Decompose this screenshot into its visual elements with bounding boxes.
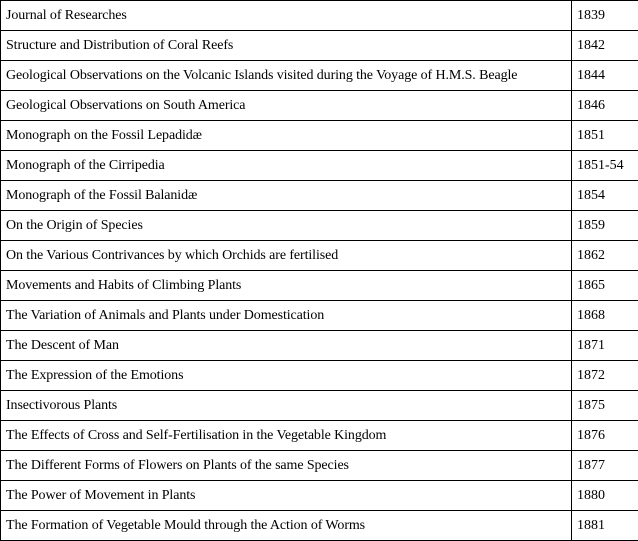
table-row	[1, 331, 638, 361]
work-year: 1875	[572, 391, 638, 421]
work-year: 1877	[572, 451, 638, 481]
work-title: The Descent of Man	[1, 331, 572, 361]
table-row	[1, 91, 638, 121]
work-title: The Different Forms of Flowers on Plants of the same Species	[1, 451, 572, 481]
work-title: Structure and Distribution of Coral Reefs	[1, 31, 572, 61]
work-title: The Effects of Cross and Self-Fertilisation in the Vegetable Kingdom	[1, 421, 572, 451]
work-year: 1839	[572, 1, 638, 31]
table-row	[1, 451, 638, 481]
work-title: The Variation of Animals and Plants under Domestication	[1, 301, 572, 331]
work-year: 1844	[572, 61, 638, 91]
work-title: Geological Observations on South America	[1, 91, 572, 121]
work-title: Monograph of the Cirripedia	[1, 151, 572, 181]
work-year: 1881	[572, 511, 638, 541]
work-year: 1854	[572, 181, 638, 211]
work-year: 1868	[572, 301, 638, 331]
table-row	[1, 1, 638, 31]
work-year: 1880	[572, 481, 638, 511]
work-title: The Power of Movement in Plants	[1, 481, 572, 511]
work-year: 1846	[572, 91, 638, 121]
work-title: Movements and Habits of Climbing Plants	[1, 271, 572, 301]
table-row	[1, 511, 638, 541]
work-title: Monograph of the Fossil Balanidæ	[1, 181, 572, 211]
table-row	[1, 271, 638, 301]
work-year: 1851	[572, 121, 638, 151]
work-title: Insectivorous Plants	[1, 391, 572, 421]
work-year: 1876	[572, 421, 638, 451]
table-row	[1, 481, 638, 511]
work-year: 1862	[572, 241, 638, 271]
work-year: 1851-54	[572, 151, 638, 181]
table-row	[1, 121, 638, 151]
table-row	[1, 391, 638, 421]
table-row	[1, 61, 638, 91]
work-title: The Formation of Vegetable Mould through the Action of Worms	[1, 511, 572, 541]
work-year: 1871	[572, 331, 638, 361]
work-year: 1872	[572, 361, 638, 391]
works-table-body	[1, 1, 638, 541]
work-title: On the Various Contrivances by which Orchids are fertilised	[1, 241, 572, 271]
work-title: Journal of Researches	[1, 1, 572, 31]
table-row	[1, 361, 638, 391]
work-title: On the Origin of Species	[1, 211, 572, 241]
work-year: 1865	[572, 271, 638, 301]
table-row	[1, 421, 638, 451]
work-title: The Expression of the Emotions	[1, 361, 572, 391]
work-title: Monograph on the Fossil Lepadidæ	[1, 121, 572, 151]
work-year: 1859	[572, 211, 638, 241]
work-title: Geological Observations on the Volcanic Islands visited during the Voyage of H.M.S. Beagle	[1, 61, 572, 91]
table-row	[1, 211, 638, 241]
table-row	[1, 181, 638, 211]
table-row	[1, 301, 638, 331]
table-row	[1, 151, 638, 181]
table-row	[1, 31, 638, 61]
table-row	[1, 241, 638, 271]
work-year: 1842	[572, 31, 638, 61]
